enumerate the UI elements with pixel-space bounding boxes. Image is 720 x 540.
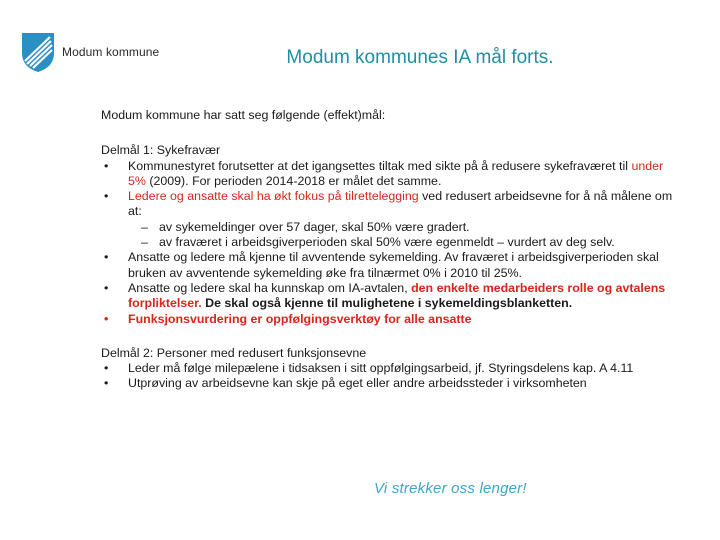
list-item: • Ansatte og ledere skal ha kunnskap om IA-avtalen, den enkelte medarbeiders rolle og avtalens forpliktelser. De skal også kjenne til mulighetene i sykemeldingsblanketten. (101, 281, 676, 312)
slide-body (101, 108, 676, 392)
sub-list-item: – av sykemeldinger over 57 dager, skal 50% være gradert. (128, 220, 676, 235)
sub-list-item: – av fraværet i arbeidsgiverperioden skal 50% være egenmeldt – vurdert av deg selv. (128, 235, 676, 250)
list-item: • Utprøving av arbeidsevne kan skje på eget eller andre arbeidssteder i virksomheten (101, 376, 676, 391)
list-item: • Funksjonsvurdering er oppfølgingsverktøy for alle ansatte (101, 312, 676, 327)
sub-list (128, 220, 676, 251)
delmal-1-list (101, 159, 676, 327)
list-item: • Kommunestyret forutsetter at det igangsettes tiltak med sikte på å redusere sykefraværet til under 5% (2009). For perioden 2014-2018 er målet det samme. (101, 159, 676, 190)
delmal-1-heading: Delmål 1: Sykefravær (101, 143, 221, 158)
footer-slogan: Vi strekker oss lenger! (374, 480, 527, 497)
logo (20, 30, 159, 74)
slide-title: Modum kommunes IA mål forts. (286, 47, 554, 68)
list-item: • Leder må følge milepælene i tidsaksen i sitt oppfølgingsarbeid, jf. Styringsdelens kap. A 4.11 (101, 361, 676, 376)
modum-coat-of-arms-icon (20, 31, 56, 73)
delmal-2-heading: Delmål 2: Personer med redusert funksjonsevne (101, 345, 367, 360)
logo-text: Modum kommune (62, 45, 160, 59)
delmal-2-list (101, 361, 676, 392)
intro-text: Modum kommune har satt seg følgende (effekt)mål: (101, 108, 386, 122)
list-item: • Ledere og ansatte skal ha økt fokus på tilrettelegging ved redusert arbeidsevne for å nå målene om at: – av sykemeldinger over 57 dager, skal 50% være gradert. – av fraværet i arbeidsgiverperioden skal 50% være egenmeldt – vurdert av deg selv. (101, 189, 676, 250)
list-item: • Ansatte og ledere må kjenne til avventende sykemelding. Av fraværet i arbeidsgiverperioden skal bruken av avventende sykemelding øke fra tilnærmet 0% i 2010 til 25%. (101, 250, 676, 281)
